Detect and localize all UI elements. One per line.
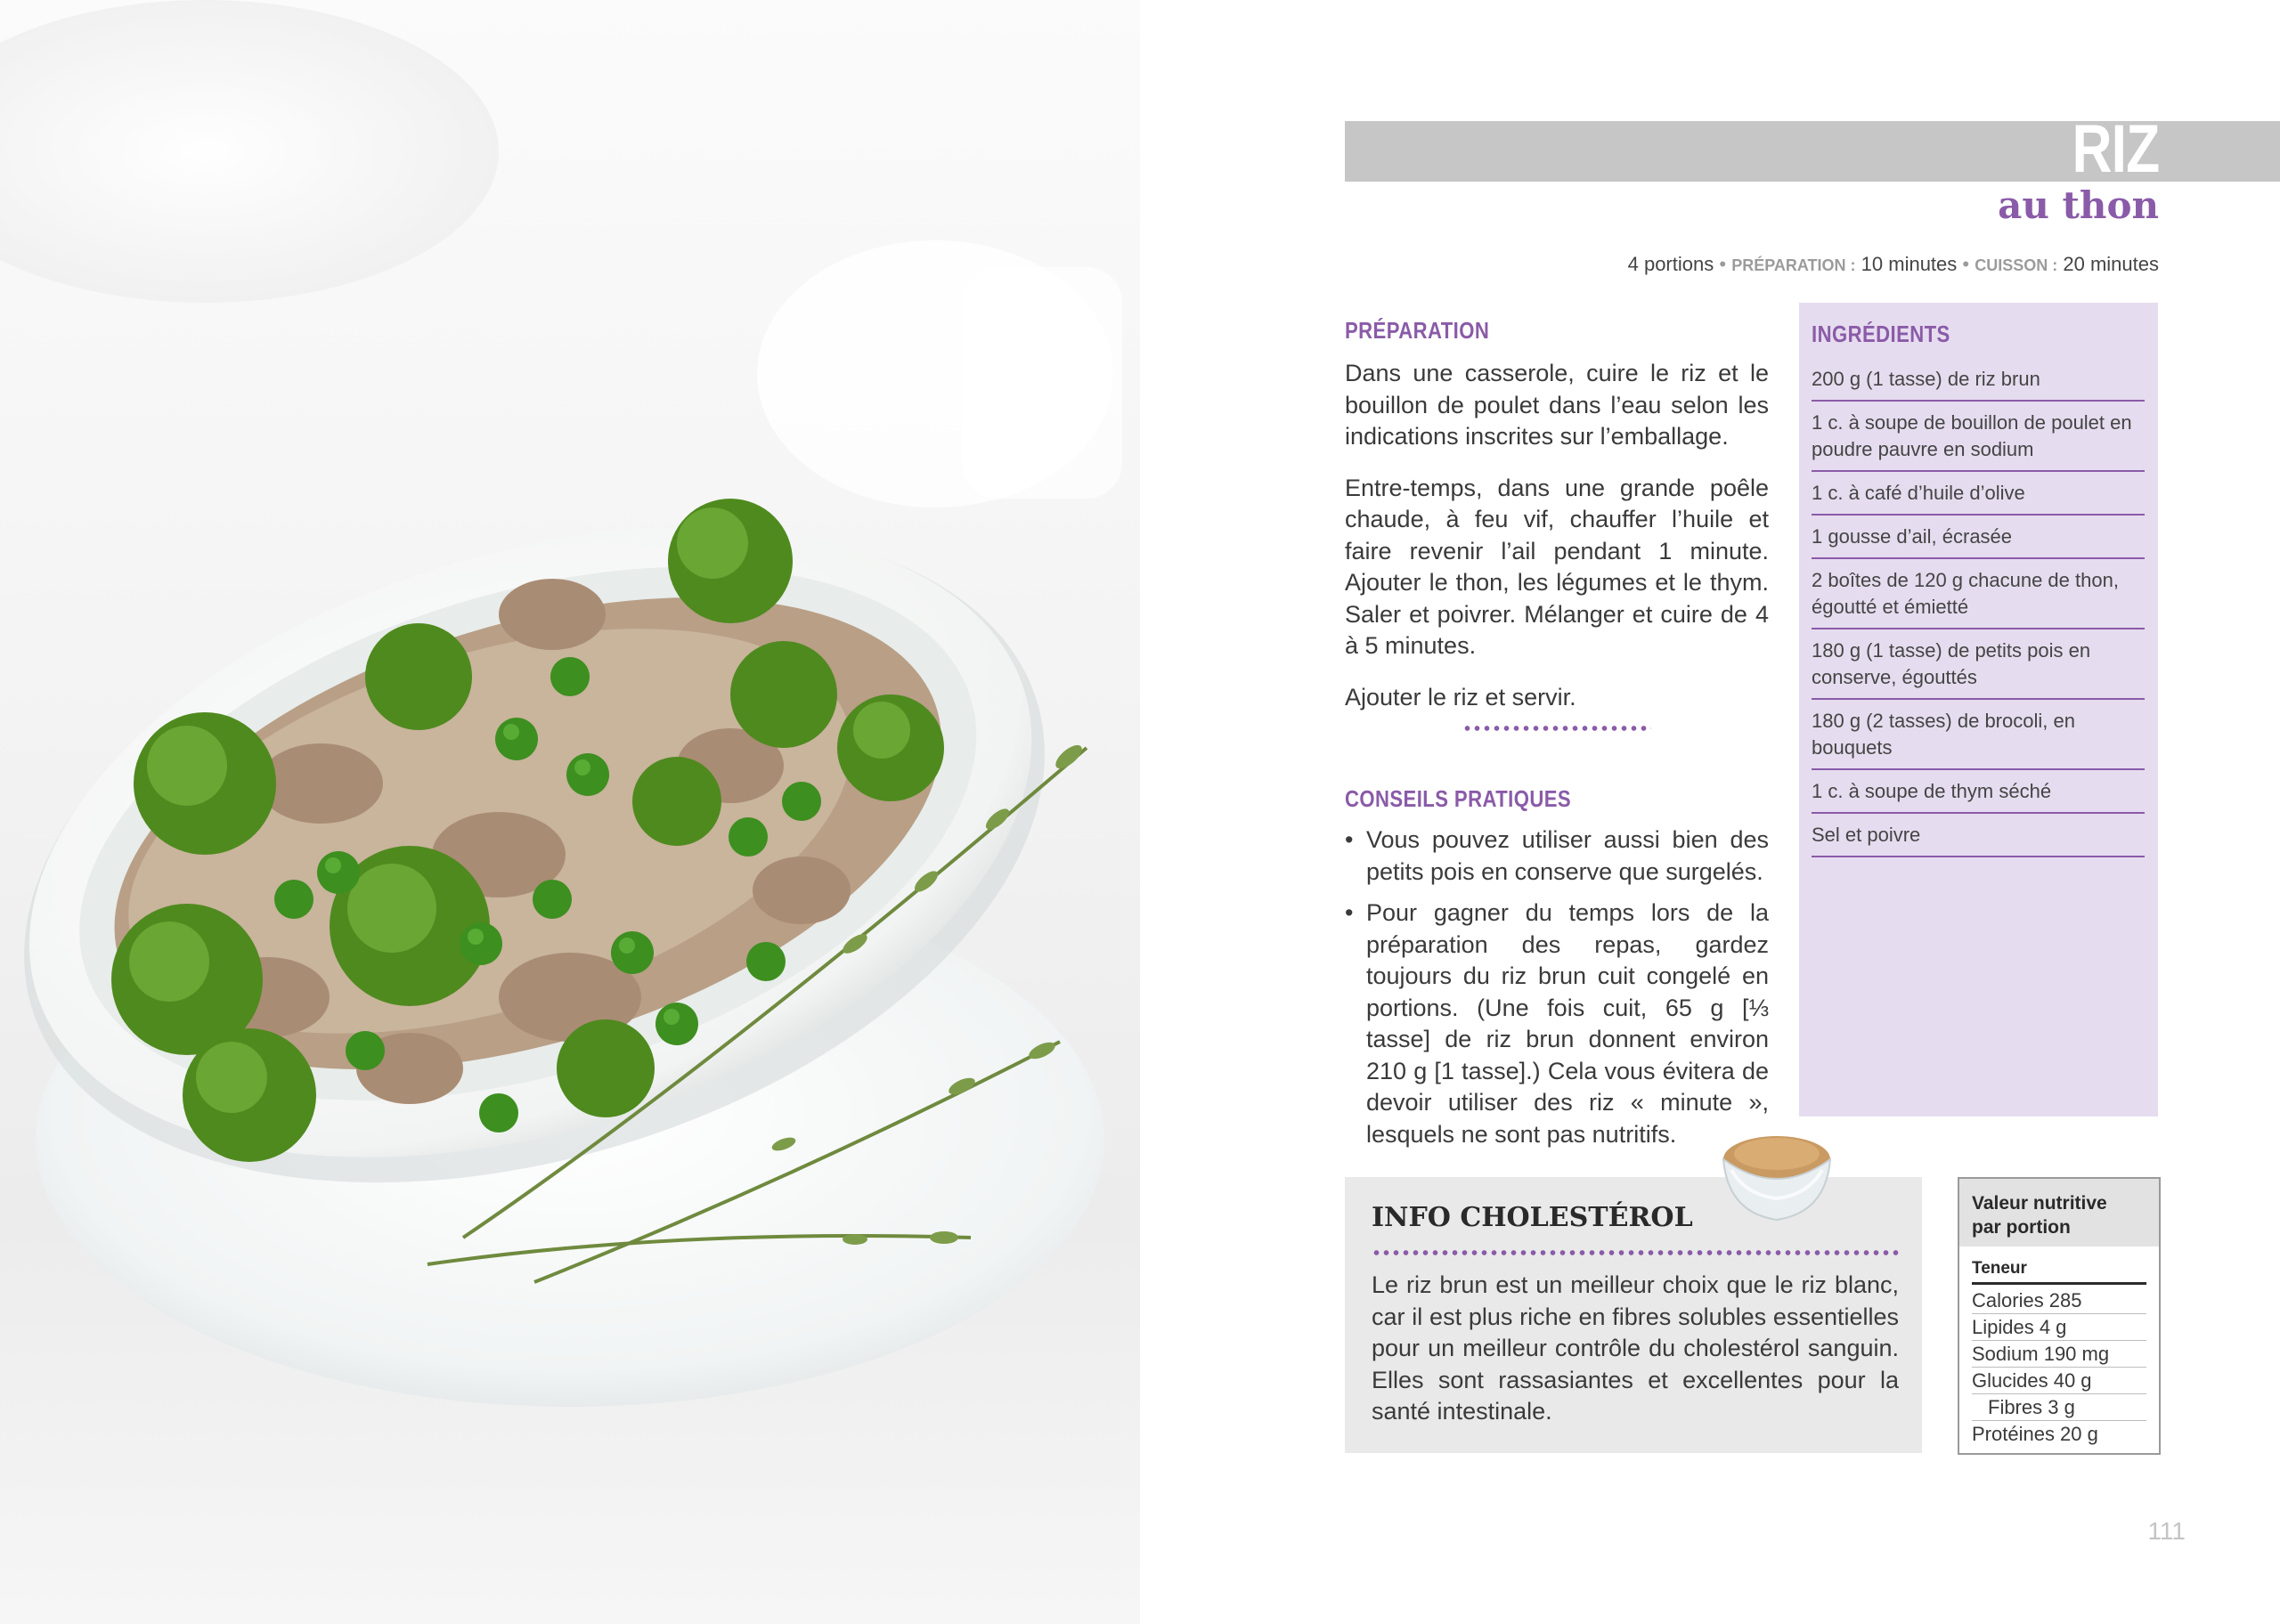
- preparation-step: Entre-temps, dans une grande poêle chaude, à feu vif, chauffer l’huile et faire revenir l’ail pendant 1 minute. Ajouter le thon, les légumes et le thym. Saler et poivrer. Mélanger et cuire de 4 à 5 minutes.: [1345, 474, 1769, 659]
- ingredient-item: Sel et poivre: [1812, 814, 2145, 857]
- ingredient-item: 200 g (1 tasse) de riz brun: [1812, 358, 2145, 402]
- ingredient-item: 1 c. à soupe de bouillon de poulet en poudre pauvre en sodium: [1812, 402, 2145, 472]
- nutrition-item: Lipides 4 g: [1972, 1314, 2146, 1341]
- recipe-subtitle: au thon: [1998, 183, 2159, 227]
- nutrition-title-line: Valeur nutritive: [1972, 1193, 2107, 1214]
- recipe-meta: [1628, 251, 2159, 279]
- nutrition-rule: [1972, 1282, 2146, 1285]
- ingredients-box: [1799, 303, 2158, 1116]
- prep-time: 10 minutes: [1861, 253, 1958, 275]
- tips-list: [1345, 824, 1769, 1150]
- preparation-step: Ajouter le riz et servir.: [1345, 683, 1576, 710]
- nutrition-box: [1958, 1177, 2161, 1455]
- nutrition-title-line: par portion: [1972, 1217, 2071, 1238]
- nutrition-list: [1972, 1287, 2146, 1447]
- nutrition-title: [1972, 1191, 2107, 1239]
- info-title: INFO CHOLESTÉROL: [1372, 1202, 1693, 1233]
- ingredient-item: 1 c. à soupe de thym séché: [1812, 770, 2145, 814]
- cook-time: 20 minutes: [2063, 253, 2159, 275]
- prep-time-label: PRÉPARATION :: [1731, 256, 1856, 274]
- rice-bowl-icon: [1719, 1124, 1835, 1230]
- nutrition-item: Calories 285: [1972, 1287, 2146, 1314]
- separator-dot: •: [1962, 253, 1975, 275]
- tip-item: • Pour gagner du temps lors de la préparation des repas, gardez toujours du riz brun cuit congelé en portions. (Une fois cuit, 65 g [⅓ tasse] de riz brun donnent environ 210 g [1 tasse].) Cela vous évitera de devoir utiliser des riz « minute », lesquels ne sont pas nutritifs.: [1345, 897, 1769, 1150]
- preparation-text: [1345, 358, 1769, 713]
- preparation-heading: PRÉPARATION: [1345, 317, 1490, 344]
- ingredient-item: 180 g (1 tasse) de petits pois en conserve, égouttés: [1812, 629, 2145, 700]
- preparation-section: [1345, 315, 1769, 733]
- tips-section: [1345, 784, 1769, 1160]
- cook-time-label: CUISSON :: [1975, 256, 2058, 274]
- nutrition-item: Sodium 190 mg: [1972, 1341, 2146, 1368]
- ingredient-item: 180 g (2 tasses) de brocoli, en bouquets: [1812, 700, 2145, 770]
- nutrition-item: Glucides 40 g: [1972, 1368, 2146, 1394]
- info-text: Le riz brun est un meilleur choix que le riz blanc, car il est plus riche en fibres solubles essentielles pour un meilleur contrôle du cholestérol sanguin. Elles sont rassasiantes et excellentes pour la santé intestinale.: [1372, 1271, 1899, 1425]
- nutrition-item: Protéines 20 g: [1972, 1423, 2098, 1445]
- nutrition-subheading: Teneur: [1972, 1259, 2027, 1278]
- dotted-divider: [1462, 724, 1651, 733]
- ingredient-item: 1 c. à café d’huile d’olive: [1812, 472, 2145, 516]
- tips-heading: CONSEILS PRATIQUES: [1345, 785, 1572, 812]
- ingredients-list: [1812, 358, 2145, 857]
- dotted-divider: [1372, 1248, 1899, 1257]
- nutrition-item: Fibres 3 g: [1972, 1394, 2146, 1421]
- page-number: 111: [2147, 1517, 2186, 1545]
- info-cholesterol-box: [1345, 1177, 1922, 1453]
- ingredients-heading: INGRÉDIENTS: [1812, 321, 1950, 347]
- portions: 4 portions: [1627, 253, 1714, 275]
- recipe-title: RIZ: [2072, 111, 2159, 187]
- ingredient-item: 2 boîtes de 120 g chacune de thon, égoutté et émietté: [1812, 559, 2145, 629]
- ingredient-item: 1 gousse d’ail, écrasée: [1812, 516, 2145, 559]
- separator-dot: •: [1719, 253, 1732, 275]
- tip-item: • Vous pouvez utiliser aussi bien des petits pois en conserve que surgelés.: [1345, 824, 1769, 888]
- preparation-step: Dans une casserole, cuire le riz et le bouillon de poulet dans l’eau selon les indications inscrites sur l’emballage.: [1345, 360, 1769, 450]
